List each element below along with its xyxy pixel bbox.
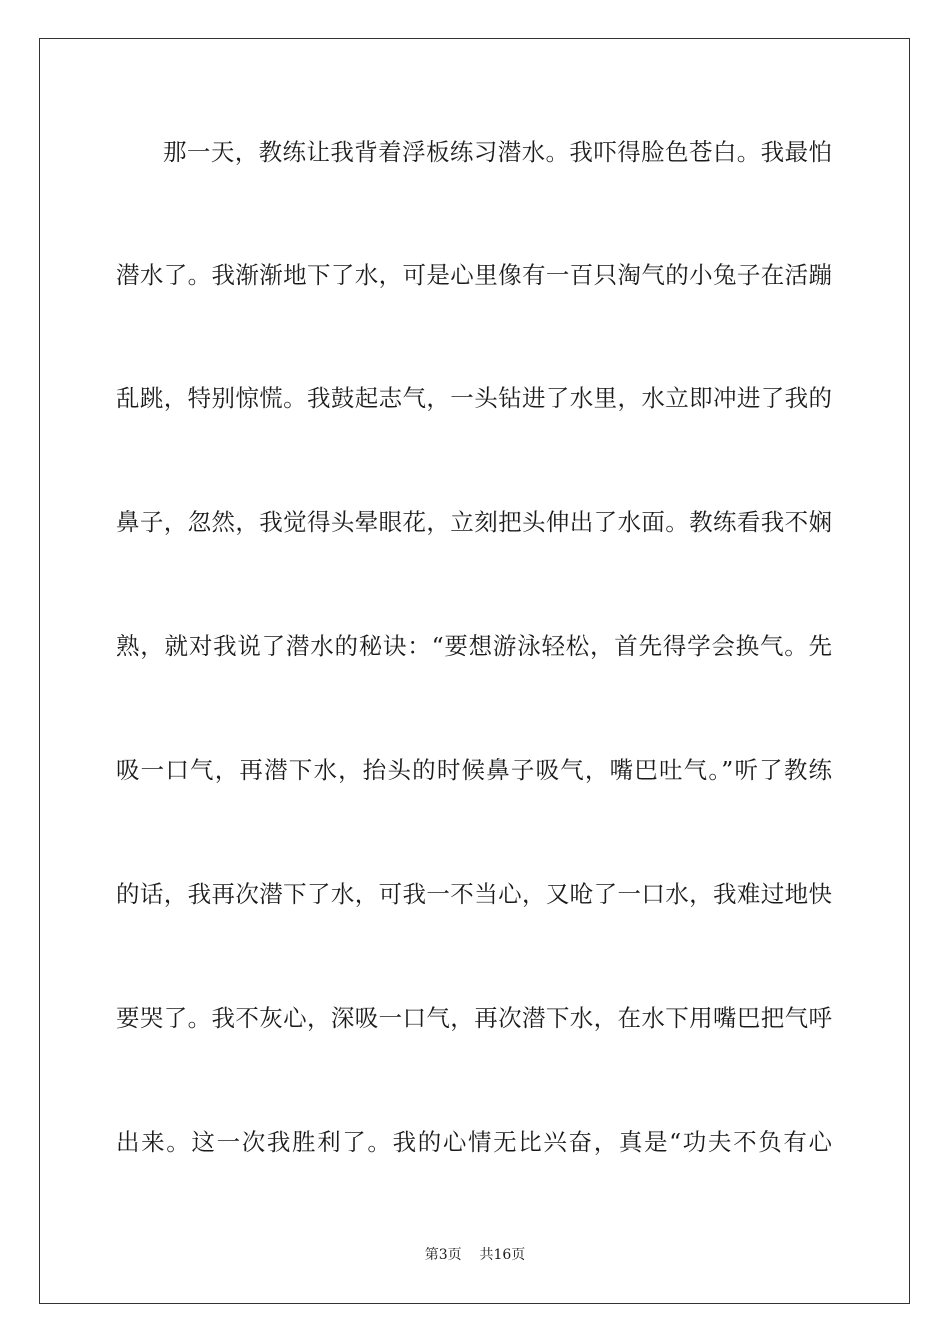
- text-line-5: 熟，就对我说了潜水的秘诀：“要想游泳轻松，首先得学会换气。先: [116, 632, 832, 660]
- text-line-2: 潜水了。我渐渐地下了水，可是心里像有一百只淘气的小兔子在活蹦: [116, 261, 832, 289]
- text-line-7: 的话，我再次潜下了水，可我一不当心，又呛了一口水，我难过地快: [116, 880, 832, 908]
- text-line-4: 鼻子，忽然，我觉得头晕眼花，立刻把头伸出了水面。教练看我不娴: [116, 508, 832, 536]
- page-number-footer: 第3页 共16页: [424, 1247, 526, 1263]
- page-border: [39, 38, 910, 1304]
- text-line-9: 出来。这一次我胜利了。我的心情无比兴奋，真是“功夫不负有心: [116, 1128, 832, 1156]
- text-line-8: 要哭了。我不灰心，深吸一口气，再次潜下水，在水下用嘴巴把气呼: [116, 1004, 832, 1032]
- text-line-6: 吸一口气，再潜下水，抬头的时候鼻子吸气，嘴巴吐气。”听了教练: [116, 756, 832, 784]
- text-line-1: 那一天，教练让我背着浮板练习潜水。我吓得脸色苍白。我最怕: [163, 138, 832, 166]
- text-line-3: 乱跳，特别惊慌。我鼓起志气，一头钻进了水里，水立即冲进了我的: [116, 384, 832, 412]
